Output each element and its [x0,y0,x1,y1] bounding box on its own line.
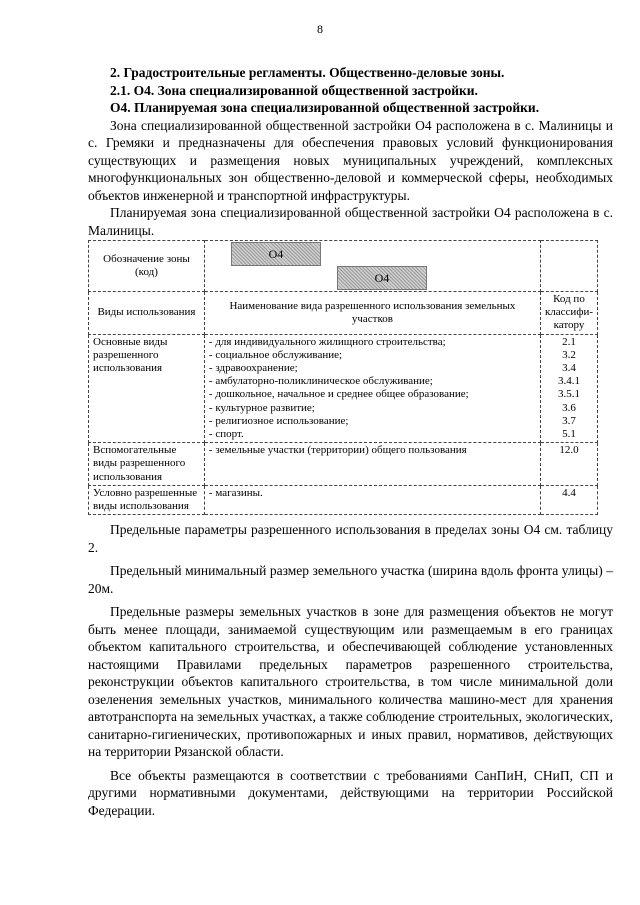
code-cell [540,443,597,486]
zone-code-label: О4 [337,266,427,290]
column-header-row [89,292,598,335]
list-item: - религиозное использование; [208,414,349,427]
intro-paragraph-2: Планируемая зона специализированной общественной застройки О4 расположена в с. Малиницы. [88,205,613,238]
code-cell [540,334,597,443]
zone-code-row [89,241,598,292]
table-row [89,485,598,514]
list-item: - магазины. [208,486,263,499]
list-item: - спорт. [208,428,244,441]
col-code-header: Код по классифи-катору [540,292,597,335]
subsection-heading: 2.1. О4. Зона специализированной общественной застройки. [110,82,478,98]
table-row [89,443,598,486]
paragraph: Предельный минимальный размер земельного участка (ширина вдоль фронта улицы) – 20м. [88,563,613,596]
code-cell [540,485,597,514]
list-item: - амбулаторно-поликлиническое обслуживание; [208,375,433,388]
intro-paragraph-1: Зона специализированной общественной застройки О4 расположена в с. Малиницы и с. Гремяки и предназначены для обеспечения правовых условий функционирования существующих и размещения новых муниципальных учреждений, комплексных многофункциональных зон общественно-деловой и коммерческой сферы, необходимых объектов инженерной и транспортной инфраструктуры. [88,117,613,203]
classifier-code: 3.4 [562,362,576,375]
page-number: 8 [317,22,323,36]
classifier-code: 2.1 [562,335,576,348]
land-use-table [88,240,598,515]
use-name-cell [204,485,540,514]
classifier-code: 12.0 [559,444,579,457]
classifier-code: 3.6 [562,401,576,414]
col-name-header: Наименование вида разрешенного использования земельных участков [204,292,540,335]
classifier-code: 3.2 [562,348,576,361]
zone-empty-cell [540,241,597,292]
paragraph: Предельные параметры разрешенного использования в пределах зоны О4 см. таблицу 2. [88,522,613,555]
table-row [89,334,598,443]
section-heading: 2. Градостроительные регламенты. Общественно-деловые зоны. [110,65,505,80]
use-type-cell: Условно разрешенные виды использования [89,485,205,514]
classifier-code: 3.5.1 [557,388,580,401]
zone-heading: О4. Планируемая зона специализированной общественной застройки. [110,100,540,115]
list-item: - социальное обслуживание; [208,348,343,361]
list-item: - земельные участки (территории) общего пользования [208,444,467,457]
paragraph: Все объекты размещаются в соответствии с требованиями СанПиН, СНиП, СП и другими нормативными документами, действующими на территории Российской Федерации. [88,767,613,818]
paragraph: Предельные размеры земельных участков в зоне для размещения объектов не могут быть менее площади, занимаемой существующим или размещаемым в его границах объектом капитального строительства, и обеспечивающей соблюдение установленных настоящими Правилами предельных параметров разрешенного строительства, реконструкции объектов капитального строительства, в том числе минимальной доли озеленения земельных участков, минимального количества машино-мест для хранения автотранспорта на земельных участках, а также соблюдение строительных, экологических, санитарно-гигиенических, противопожарных и иных правил, нормативов, действующих на территории Рязанской области. [88,604,613,760]
classifier-code: 5.1 [562,428,576,441]
zone-codes-cell [204,241,540,292]
use-name-cell [204,443,540,486]
col-use-type-header: Виды использования [89,292,205,335]
use-type-cell: Вспомогательные виды разрешенного использования [89,443,205,486]
list-item: - культурное развитие; [208,401,315,414]
zone-code-label: О4 [231,242,321,266]
use-type-cell: Основные виды разрешенного использования [89,334,205,443]
classifier-code: 4.4 [562,486,576,499]
list-item: - здравоохранение; [208,362,298,375]
document-body [88,64,613,819]
classifier-code: 3.7 [562,414,576,427]
use-name-cell [204,334,540,443]
list-item: - для индивидуального жилищного строительства; [208,335,446,348]
zone-header-cell: Обозначение зоны (код) [89,241,205,292]
after-table-text [88,521,613,819]
list-item: - дошкольное, начальное и среднее общее образование; [208,388,469,401]
classifier-code: 3.4.1 [557,375,580,388]
